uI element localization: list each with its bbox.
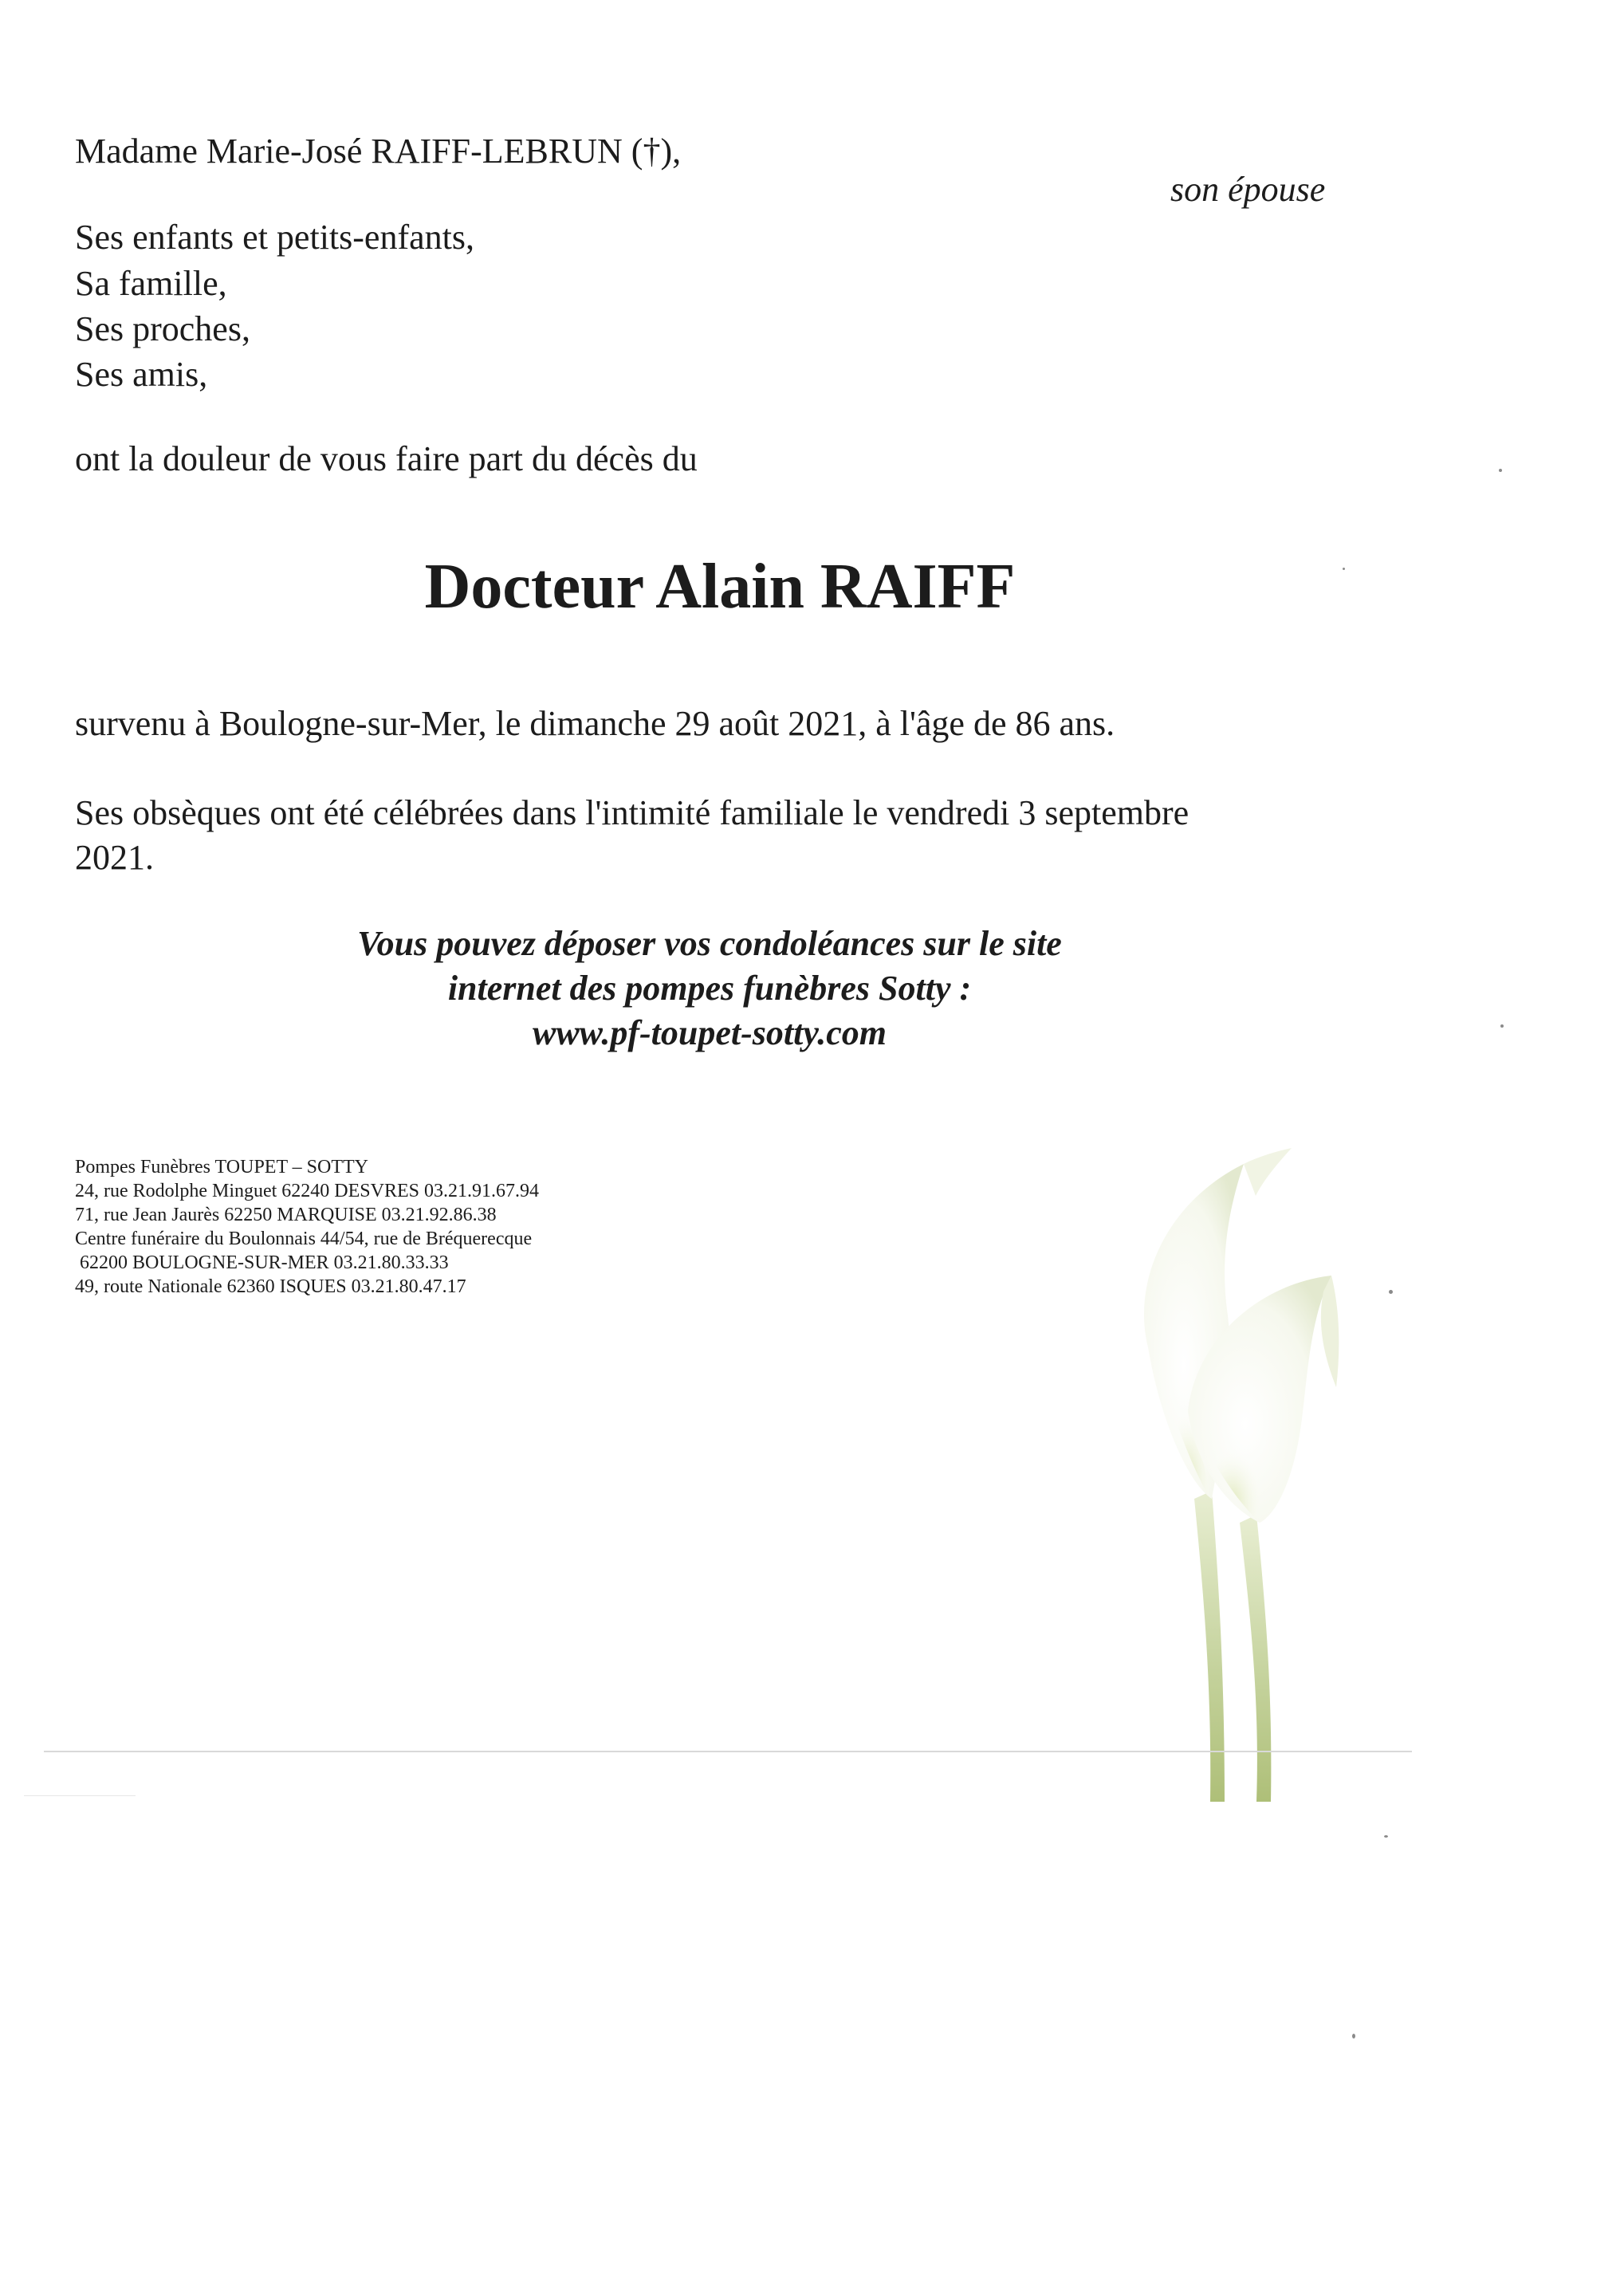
- scan-speck: [1389, 1290, 1393, 1294]
- address-desvres: 24, rue Rodolphe Minguet 62240 DESVRES 03.21.91.67.94: [75, 1181, 539, 1201]
- funeral-text-line-1: Ses obsèques ont été célébrées dans l'intimité familiale le vendredi 3 septembre: [75, 793, 1189, 832]
- deceased-name: Docteur Alain RAIFF: [424, 552, 1016, 622]
- family-line-friends: Ses amis,: [75, 355, 208, 394]
- funeral-text-line-2: 2021.: [75, 838, 154, 877]
- funeral-home-name: Pompes Funèbres TOUPET – SOTTY: [75, 1157, 369, 1177]
- condolences-line-2: internet des pompes funèbres Sotty :: [447, 969, 972, 1008]
- divider-line-short: [24, 1795, 136, 1796]
- condolences-website: www.pf-toupet-sotty.com: [532, 1013, 887, 1052]
- spouse-line: Madame Marie-José RAIFF-LEBRUN (†),: [75, 132, 682, 171]
- death-details: survenu à Boulogne-sur-Mer, le dimanche 29 août 2021, à l'âge de 86 ans.: [75, 704, 1115, 743]
- divider-line: [44, 1751, 1412, 1752]
- scan-speck: [1499, 469, 1502, 472]
- address-centre-funeraire: Centre funéraire du Boulonnais 44/54, rue de Bréquerecque: [75, 1229, 533, 1249]
- funeral-home-address: [75, 1155, 539, 1299]
- calla-lily-icon: [1100, 1148, 1387, 1802]
- scan-speck: [1500, 1024, 1504, 1028]
- spouse-role: son épouse: [1170, 170, 1326, 209]
- family-line-children: Ses enfants et petits-enfants,: [75, 218, 474, 257]
- announcement-text: ont la douleur de vous faire part du décès du: [75, 439, 698, 478]
- family-line-relatives: Ses proches,: [75, 309, 250, 348]
- address-boulogne: 62200 BOULOGNE-SUR-MER 03.21.80.33.33: [75, 1252, 449, 1273]
- condolences-line-1: Vous pouvez déposer vos condoléances sur le site: [357, 924, 1062, 963]
- scan-speck: [1384, 1835, 1388, 1838]
- address-marquise: 71, rue Jean Jaurès 62250 MARQUISE 03.21.92.86.38: [75, 1205, 497, 1225]
- address-isques: 49, route Nationale 62360 ISQUES 03.21.80.47.17: [75, 1276, 466, 1297]
- condolences-block: [0, 922, 1419, 1056]
- scan-speck: [1352, 2034, 1355, 2038]
- family-line-family: Sa famille,: [75, 264, 227, 303]
- scan-speck: [1343, 568, 1345, 570]
